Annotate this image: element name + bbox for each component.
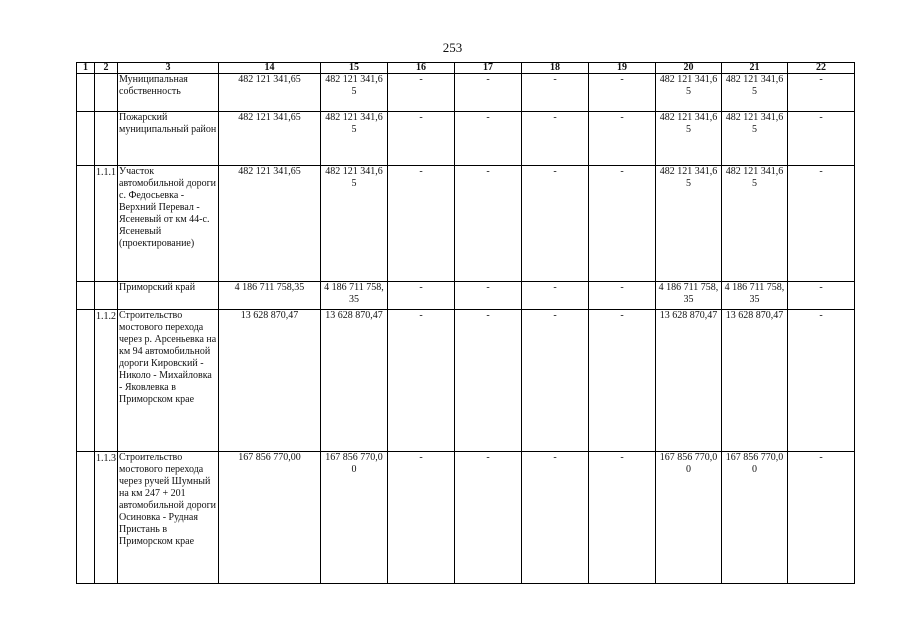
cell-c18: - xyxy=(522,310,589,452)
cell-c20: 482 121 341,6 5 xyxy=(656,74,722,112)
cell-c22: - xyxy=(788,166,855,282)
cell-c22: - xyxy=(788,112,855,166)
cell-c19: - xyxy=(589,282,656,310)
cell-c14: 482 121 341,65 xyxy=(219,74,321,112)
cell-c15: 13 628 870,47 xyxy=(321,310,388,452)
cell-c21: 4 186 711 758, 35 xyxy=(722,282,788,310)
header-row xyxy=(77,63,855,74)
cell-item-number: 1.1.1 xyxy=(95,166,118,282)
cell-c1 xyxy=(77,452,95,584)
col-header: 15 xyxy=(321,63,388,74)
cell-c16: - xyxy=(388,310,455,452)
cell-c17: - xyxy=(455,112,522,166)
col-header: 18 xyxy=(522,63,589,74)
cell-c21: 482 121 341,6 5 xyxy=(722,74,788,112)
cell-c15: 482 121 341,6 5 xyxy=(321,112,388,166)
col-header: 17 xyxy=(455,63,522,74)
cell-c19: - xyxy=(589,452,656,584)
cell-c15: 482 121 341,6 5 xyxy=(321,74,388,112)
col-header: 20 xyxy=(656,63,722,74)
cell-c14: 482 121 341,65 xyxy=(219,112,321,166)
cell-c20: 482 121 341,6 5 xyxy=(656,166,722,282)
cell-c16: - xyxy=(388,282,455,310)
cell-c18: - xyxy=(522,74,589,112)
cell-c18: - xyxy=(522,282,589,310)
cell-c1 xyxy=(77,310,95,452)
table-row xyxy=(77,74,855,112)
cell-item-number xyxy=(95,282,118,310)
table-row xyxy=(77,112,855,166)
cell-c20: 167 856 770,0 0 xyxy=(656,452,722,584)
col-header: 3 xyxy=(118,63,219,74)
cell-c19: - xyxy=(589,310,656,452)
cell-c1 xyxy=(77,166,95,282)
cell-c16: - xyxy=(388,74,455,112)
cell-c19: - xyxy=(589,74,656,112)
cell-name: Строительство мостового перехода через ручей Шумный на км 247 + 201 автомобильной дороги Осиновка - Рудная Пристань в Приморском крае xyxy=(118,452,219,584)
table-row xyxy=(77,166,855,282)
cell-c22: - xyxy=(788,310,855,452)
cell-c14: 482 121 341,65 xyxy=(219,166,321,282)
cell-c21: 482 121 341,6 5 xyxy=(722,166,788,282)
cell-c14: 13 628 870,47 xyxy=(219,310,321,452)
cell-c14: 167 856 770,00 xyxy=(219,452,321,584)
cell-c15: 167 856 770,0 0 xyxy=(321,452,388,584)
cell-item-number xyxy=(95,112,118,166)
cell-c18: - xyxy=(522,166,589,282)
cell-c17: - xyxy=(455,166,522,282)
cell-c17: - xyxy=(455,452,522,584)
col-header: 22 xyxy=(788,63,855,74)
table-row xyxy=(77,452,855,584)
cell-item-number: 1.1.3 xyxy=(95,452,118,584)
cell-c15: 482 121 341,6 5 xyxy=(321,166,388,282)
cell-c15: 4 186 711 758, 35 xyxy=(321,282,388,310)
cell-c22: - xyxy=(788,282,855,310)
cell-c21: 13 628 870,47 xyxy=(722,310,788,452)
cell-c1 xyxy=(77,112,95,166)
col-header: 16 xyxy=(388,63,455,74)
cell-c17: - xyxy=(455,74,522,112)
cell-c20: 13 628 870,47 xyxy=(656,310,722,452)
cell-c18: - xyxy=(522,452,589,584)
table-row xyxy=(77,310,855,452)
cell-c21: 167 856 770,0 0 xyxy=(722,452,788,584)
cell-name: Приморский край xyxy=(118,282,219,310)
cell-c20: 4 186 711 758, 35 xyxy=(656,282,722,310)
cell-c16: - xyxy=(388,452,455,584)
cell-item-number xyxy=(95,74,118,112)
cell-c1 xyxy=(77,74,95,112)
cell-name: Пожарский муниципальный район xyxy=(118,112,219,166)
cell-name: Участок автомобильной дороги с. Федосьевка - Верхний Перевал - Ясеневый от км 44-с. Ясеневый (проектирование) xyxy=(118,166,219,282)
cell-c21: 482 121 341,6 5 xyxy=(722,112,788,166)
cell-c17: - xyxy=(455,310,522,452)
cell-c1 xyxy=(77,282,95,310)
cell-c22: - xyxy=(788,452,855,584)
table-row xyxy=(77,282,855,310)
col-header: 2 xyxy=(95,63,118,74)
cell-c22: - xyxy=(788,74,855,112)
cell-c16: - xyxy=(388,166,455,282)
cell-c17: - xyxy=(455,282,522,310)
cell-c19: - xyxy=(589,166,656,282)
cell-c19: - xyxy=(589,112,656,166)
col-header: 21 xyxy=(722,63,788,74)
cell-name: Строительство мостового перехода через р. Арсеньевка на км 94 автомобильной дороги Кировский - Николо - Михайловка - Яковлевка в Приморском крае xyxy=(118,310,219,452)
page-number: 253 xyxy=(442,40,463,55)
cell-c18: - xyxy=(522,112,589,166)
cell-c16: - xyxy=(388,112,455,166)
col-header: 19 xyxy=(589,63,656,74)
cell-c14: 4 186 711 758,35 xyxy=(219,282,321,310)
budget-table xyxy=(76,62,855,584)
col-header: 1 xyxy=(77,63,95,74)
col-header: 14 xyxy=(219,63,321,74)
cell-name: Муниципальная собственность xyxy=(118,74,219,112)
cell-c20: 482 121 341,6 5 xyxy=(656,112,722,166)
cell-item-number: 1.1.2 xyxy=(95,310,118,452)
